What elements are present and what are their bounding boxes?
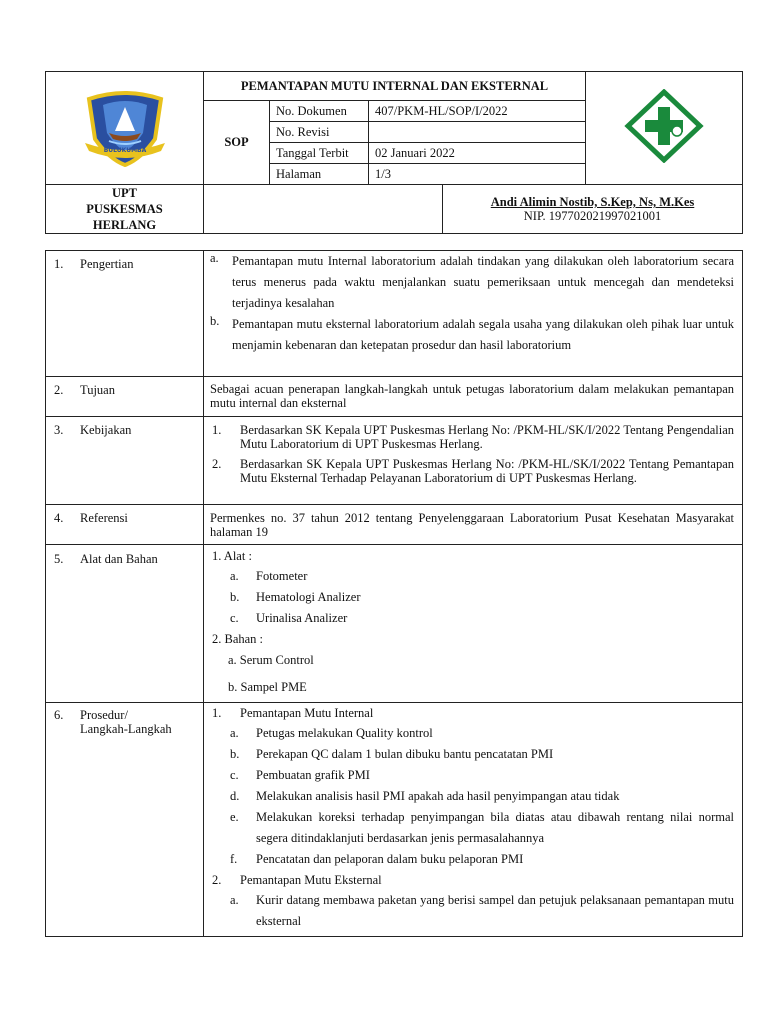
puskesmas-logo-cell	[586, 72, 743, 185]
upt-name	[46, 185, 204, 234]
list-item	[210, 765, 734, 786]
list-marker: c.	[230, 611, 239, 625]
section-row-kebijakan	[46, 417, 743, 505]
section-label-referensi	[46, 505, 204, 545]
list-item	[210, 587, 734, 608]
list-marker: b.	[210, 314, 220, 328]
section-row-prosedur	[46, 703, 743, 937]
list-item	[210, 849, 734, 870]
section-number: 5.	[54, 552, 64, 566]
list-marker: 2.	[212, 457, 222, 471]
list-marker: a.	[230, 726, 239, 740]
alat-heading: 1. Alat :	[212, 549, 252, 563]
list-item	[210, 457, 734, 485]
section-content-alat-bahan	[204, 545, 743, 703]
list-item	[210, 786, 734, 807]
list-item: a. Serum Control	[228, 653, 314, 667]
list-marker: b.	[230, 747, 240, 761]
section-content-prosedur	[204, 703, 743, 937]
regency-logo-cell	[46, 72, 204, 185]
sop-label: SOP	[204, 101, 270, 185]
document-title: PEMANTAPAN MUTU INTERNAL DAN EKSTERNAL	[204, 72, 586, 101]
section-title: Alat dan Bahan	[80, 552, 158, 566]
list-marker: b.	[230, 590, 240, 604]
meta-label-tanggal-terbit: Tanggal Terbit	[270, 143, 369, 164]
signer-name: Andi Alimin Nostib, S.Kep, Ns, M.Kes	[490, 195, 695, 209]
list-item	[210, 566, 734, 587]
list-text: Pencatatan dan pelaporan dalam buku pelaporan PMI	[256, 852, 524, 866]
list-text: Fotometer	[256, 569, 308, 583]
meta-value-no-dokumen: 407/PKM-HL/SOP/I/2022	[369, 101, 586, 122]
list-marker: 1.	[212, 423, 222, 437]
list-text: Petugas melakukan Quality kontrol	[256, 726, 433, 740]
list-text: Urinalisa Analizer	[256, 611, 348, 625]
section-title: Referensi	[80, 511, 128, 525]
document-header	[45, 71, 743, 234]
list-marker: c.	[230, 768, 239, 782]
section-number: 1.	[54, 257, 64, 271]
section-content-kebijakan	[204, 417, 743, 505]
list-item	[210, 744, 734, 765]
signer-nip: NIP. 197702021997021001	[523, 209, 662, 223]
upt-line-1: UPT	[112, 186, 137, 200]
upt-line-2: PUSKESMAS	[86, 202, 163, 216]
list-item	[210, 423, 734, 451]
section-title-line-1: Prosedur/	[80, 708, 128, 722]
logo-banner-text: BULUKUMBA	[103, 147, 146, 154]
section-label-alat-bahan	[46, 545, 204, 703]
list-item	[210, 251, 734, 314]
list-text: Berdasarkan SK Kepala UPT Puskesmas Herlang No: /PKM-HL/SK/I/2022 Tentang Pemantapan Mutu Eksternal Terhadap Pelayanan Laboratorium di UPT Puskesmas Herlang.	[240, 457, 734, 485]
bahan-heading: 2. Bahan :	[212, 632, 264, 646]
list-text: Perekapan QC dalam 1 bulan dibuku bantu pencatatan PMI	[256, 747, 554, 761]
list-text: Pembuatan grafik PMI	[256, 768, 370, 782]
section-row-referensi	[46, 505, 743, 545]
list-marker: a.	[230, 569, 239, 583]
section-number: 4.	[54, 511, 64, 525]
meta-label-halaman: Halaman	[270, 164, 369, 185]
list-marker: e.	[230, 810, 239, 824]
section-title-line-2: Langkah-Langkah	[80, 722, 172, 736]
meta-value-halaman: 1/3	[369, 164, 586, 185]
list-text: Pemantapan mutu eksternal laboratorium adalah segala usaha yang dilakukan oleh pihak luar untuk menjamin kebenaran dan ketepatan prosedur dan hasil laboratorium	[232, 317, 734, 352]
list-marker: a.	[230, 893, 239, 907]
section-content-referensi: Permenkes no. 37 tahun 2012 tentang Penyelenggaraan Laboratorium Pusat Kesehatan Masyarakat halaman 19	[204, 505, 743, 545]
list-item	[210, 314, 734, 356]
list-text: Pemantapan Mutu Internal	[240, 706, 374, 720]
section-label-prosedur	[46, 703, 204, 937]
section-content-pengertian	[204, 251, 743, 377]
meta-value-tanggal-terbit: 02 Januari 2022	[369, 143, 586, 164]
section-title: Tujuan	[80, 383, 115, 397]
list-item	[210, 723, 734, 744]
list-item	[210, 807, 734, 849]
section-number: 6.	[54, 708, 64, 722]
section-title: Kebijakan	[80, 423, 132, 437]
section-label-pengertian	[46, 251, 204, 377]
list-item: b. Sampel PME	[228, 680, 307, 694]
list-marker: a.	[210, 251, 219, 265]
list-text: Kurir datang membawa paketan yang berisi sampel dan petujuk pelaksanaan pemantapan mutu eksternal	[256, 893, 734, 928]
procedure-heading	[210, 870, 734, 890]
section-title: Pengertian	[80, 257, 134, 271]
section-number: 2.	[54, 383, 64, 397]
blank-cell	[204, 185, 443, 234]
bulukumba-logo-icon	[79, 85, 171, 167]
meta-label-no-revisi: No. Revisi	[270, 122, 369, 143]
meta-value-no-revisi	[369, 122, 586, 143]
list-item	[210, 890, 734, 932]
procedure-heading	[210, 703, 734, 723]
list-text: Berdasarkan SK Kepala UPT Puskesmas Herlang No: /PKM-HL/SK/I/2022 Tentang Pengendalian Mutu Laboratorium di UPT Puskesmas Herlang.	[240, 423, 734, 451]
section-content-tujuan: Sebagai acuan penerapan langkah-langkah untuk petugas laboratorium dalam melakukan pemantapan mutu internal dan eksternal	[204, 377, 743, 417]
list-item	[210, 608, 734, 629]
puskesmas-logo-icon	[624, 89, 704, 163]
section-row-alat-bahan	[46, 545, 743, 703]
section-row-tujuan	[46, 377, 743, 417]
list-text: Hematologi Analizer	[256, 590, 361, 604]
list-text: Melakukan analisis hasil PMI apakah ada hasil penyimpangan atau tidak	[256, 789, 620, 803]
list-text: Pemantapan Mutu Eksternal	[240, 873, 382, 887]
upt-line-3: HERLANG	[92, 218, 157, 232]
section-label-kebijakan	[46, 417, 204, 505]
section-row-pengertian	[46, 251, 743, 377]
list-marker: d.	[230, 789, 240, 803]
signer-block	[443, 185, 743, 234]
list-marker: 2.	[212, 873, 222, 887]
list-text: Pemantapan mutu Internal laboratorium adalah tindakan yang dilakukan oleh laboratorium secara terus menerus pada waktu menjalankan suatu pemeriksaan untuk mencegah dan mendeteksi terjadinya kesalahan	[232, 254, 734, 310]
sop-content-table	[45, 250, 743, 937]
section-number: 3.	[54, 423, 64, 437]
section-label-tujuan	[46, 377, 204, 417]
list-marker: 1.	[212, 706, 222, 720]
list-marker: f.	[230, 852, 238, 866]
meta-label-no-dokumen: No. Dokumen	[270, 101, 369, 122]
list-text: Melakukan koreksi terhadap penyimpangan bila diatas atau dibawah rentang nilai normal segera ditindaklanjuti berdasarkan jenis permasalahannya	[256, 810, 734, 845]
